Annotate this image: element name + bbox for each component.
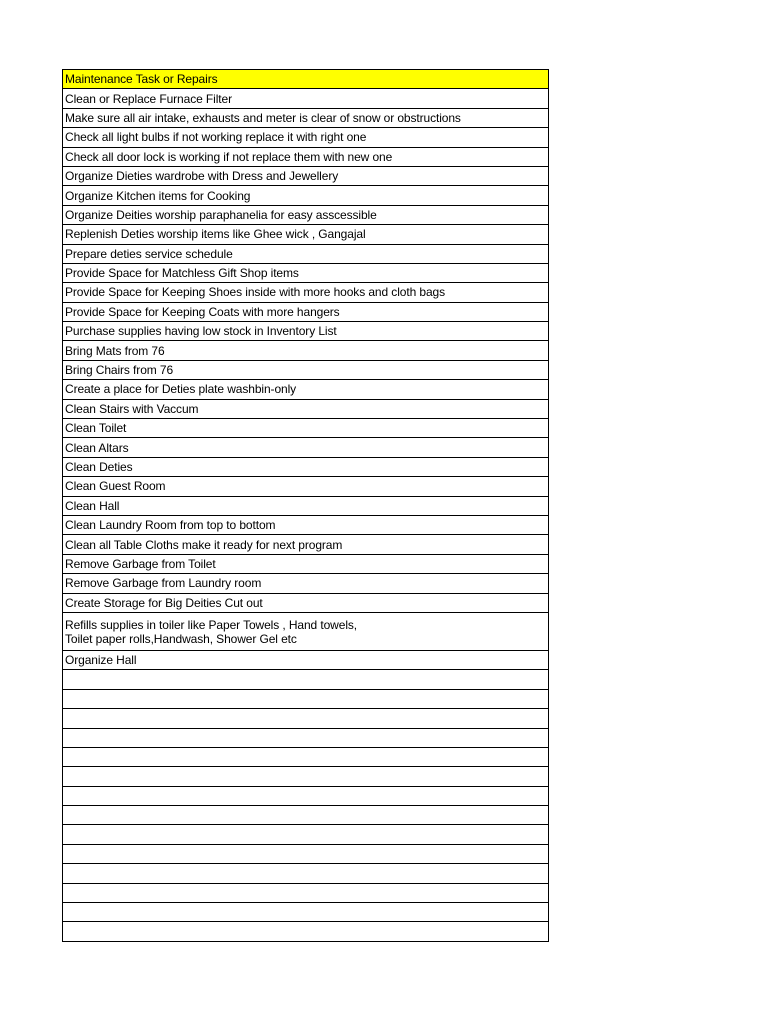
task-cell[interactable]: Organize Hall [63, 650, 549, 669]
empty-cell[interactable] [63, 883, 549, 902]
task-cell[interactable]: Clean or Replace Furnace Filter [63, 89, 549, 108]
task-cell[interactable]: Make sure all air intake, exhausts and meter is clear of snow or obstructions [63, 108, 549, 127]
table-row [63, 108, 549, 127]
empty-cell[interactable] [63, 844, 549, 863]
table-row [63, 535, 549, 554]
empty-row [63, 825, 549, 844]
task-cell[interactable]: Provide Space for Matchless Gift Shop items [63, 263, 549, 282]
task-cell[interactable]: Bring Mats from 76 [63, 341, 549, 360]
table-row [63, 593, 549, 612]
empty-cell[interactable] [63, 728, 549, 747]
table-row [63, 457, 549, 476]
task-cell[interactable]: Clean Stairs with Vaccum [63, 399, 549, 418]
empty-row [63, 709, 549, 728]
task-cell[interactable]: Remove Garbage from Toilet [63, 554, 549, 573]
table-row [63, 205, 549, 224]
table-row [63, 89, 549, 108]
empty-row [63, 786, 549, 805]
task-cell[interactable]: Remove Garbage from Laundry room [63, 574, 549, 593]
table-row [63, 263, 549, 282]
task-cell[interactable]: Organize Kitchen items for Cooking [63, 186, 549, 205]
empty-cell[interactable] [63, 825, 549, 844]
task-cell[interactable]: Organize Dieties wardrobe with Dress and Jewellery [63, 166, 549, 185]
task-cell[interactable]: Purchase supplies having low stock in Inventory List [63, 322, 549, 341]
task-cell[interactable]: Organize Deities worship paraphanelia for easy asscessible [63, 205, 549, 224]
table-row [63, 302, 549, 321]
task-cell[interactable]: Prepare deties service schedule [63, 244, 549, 263]
table-row [63, 515, 549, 534]
table-row [63, 166, 549, 185]
table-row [63, 341, 549, 360]
task-cell[interactable]: Replenish Deties worship items like Ghee wick , Gangajal [63, 225, 549, 244]
table-row [63, 380, 549, 399]
table-row [63, 186, 549, 205]
task-cell[interactable]: Provide Space for Keeping Shoes inside with more hooks and cloth bags [63, 283, 549, 302]
empty-cell[interactable] [63, 786, 549, 805]
empty-cell[interactable] [63, 806, 549, 825]
task-cell[interactable]: Create a place for Deties plate washbin-only [63, 380, 549, 399]
header-cell[interactable]: Maintenance Task or Repairs [63, 70, 549, 89]
task-cell[interactable]: Clean Deties [63, 457, 549, 476]
empty-row [63, 864, 549, 883]
table-row [63, 650, 549, 669]
empty-cell[interactable] [63, 767, 549, 786]
table-header-row [63, 70, 549, 89]
table-row [63, 438, 549, 457]
table-row [63, 128, 549, 147]
empty-row [63, 806, 549, 825]
task-cell[interactable]: Clean Hall [63, 496, 549, 515]
task-cell[interactable]: Provide Space for Keeping Coats with more hangers [63, 302, 549, 321]
empty-row [63, 883, 549, 902]
empty-cell[interactable] [63, 689, 549, 708]
task-cell[interactable]: Clean Laundry Room from top to bottom [63, 515, 549, 534]
table-row [63, 554, 549, 573]
task-cell[interactable]: Check all door lock is working if not replace them with new one [63, 147, 549, 166]
empty-row [63, 747, 549, 766]
empty-row [63, 670, 549, 689]
empty-row [63, 922, 549, 941]
table-row [63, 244, 549, 263]
empty-row [63, 767, 549, 786]
table-row [63, 574, 549, 593]
task-cell[interactable]: Clean all Table Cloths make it ready for next program [63, 535, 549, 554]
task-cell[interactable]: Clean Altars [63, 438, 549, 457]
task-cell[interactable]: Clean Toilet [63, 419, 549, 438]
empty-cell[interactable] [63, 709, 549, 728]
table-row [63, 419, 549, 438]
table-row [63, 399, 549, 418]
table-row [63, 147, 549, 166]
empty-cell[interactable] [63, 903, 549, 922]
table-row [63, 360, 549, 379]
table-row [63, 322, 549, 341]
table-row [63, 283, 549, 302]
empty-cell[interactable] [63, 922, 549, 941]
task-cell[interactable]: Create Storage for Big Deities Cut out [63, 593, 549, 612]
table-row [63, 612, 549, 650]
empty-row [63, 728, 549, 747]
maintenance-task-table [62, 69, 549, 942]
task-cell[interactable]: Check all light bulbs if not working replace it with right one [63, 128, 549, 147]
empty-cell[interactable] [63, 864, 549, 883]
empty-row [63, 689, 549, 708]
table-row [63, 496, 549, 515]
task-cell[interactable]: Bring Chairs from 76 [63, 360, 549, 379]
table-row [63, 477, 549, 496]
table-row [63, 225, 549, 244]
empty-row [63, 903, 549, 922]
task-cell[interactable]: Clean Guest Room [63, 477, 549, 496]
task-cell[interactable]: Refills supplies in toiler like Paper Towels , Hand towels, Toilet paper rolls,Handwash, Shower Gel etc [63, 612, 549, 650]
empty-cell[interactable] [63, 747, 549, 766]
empty-row [63, 844, 549, 863]
empty-cell[interactable] [63, 670, 549, 689]
